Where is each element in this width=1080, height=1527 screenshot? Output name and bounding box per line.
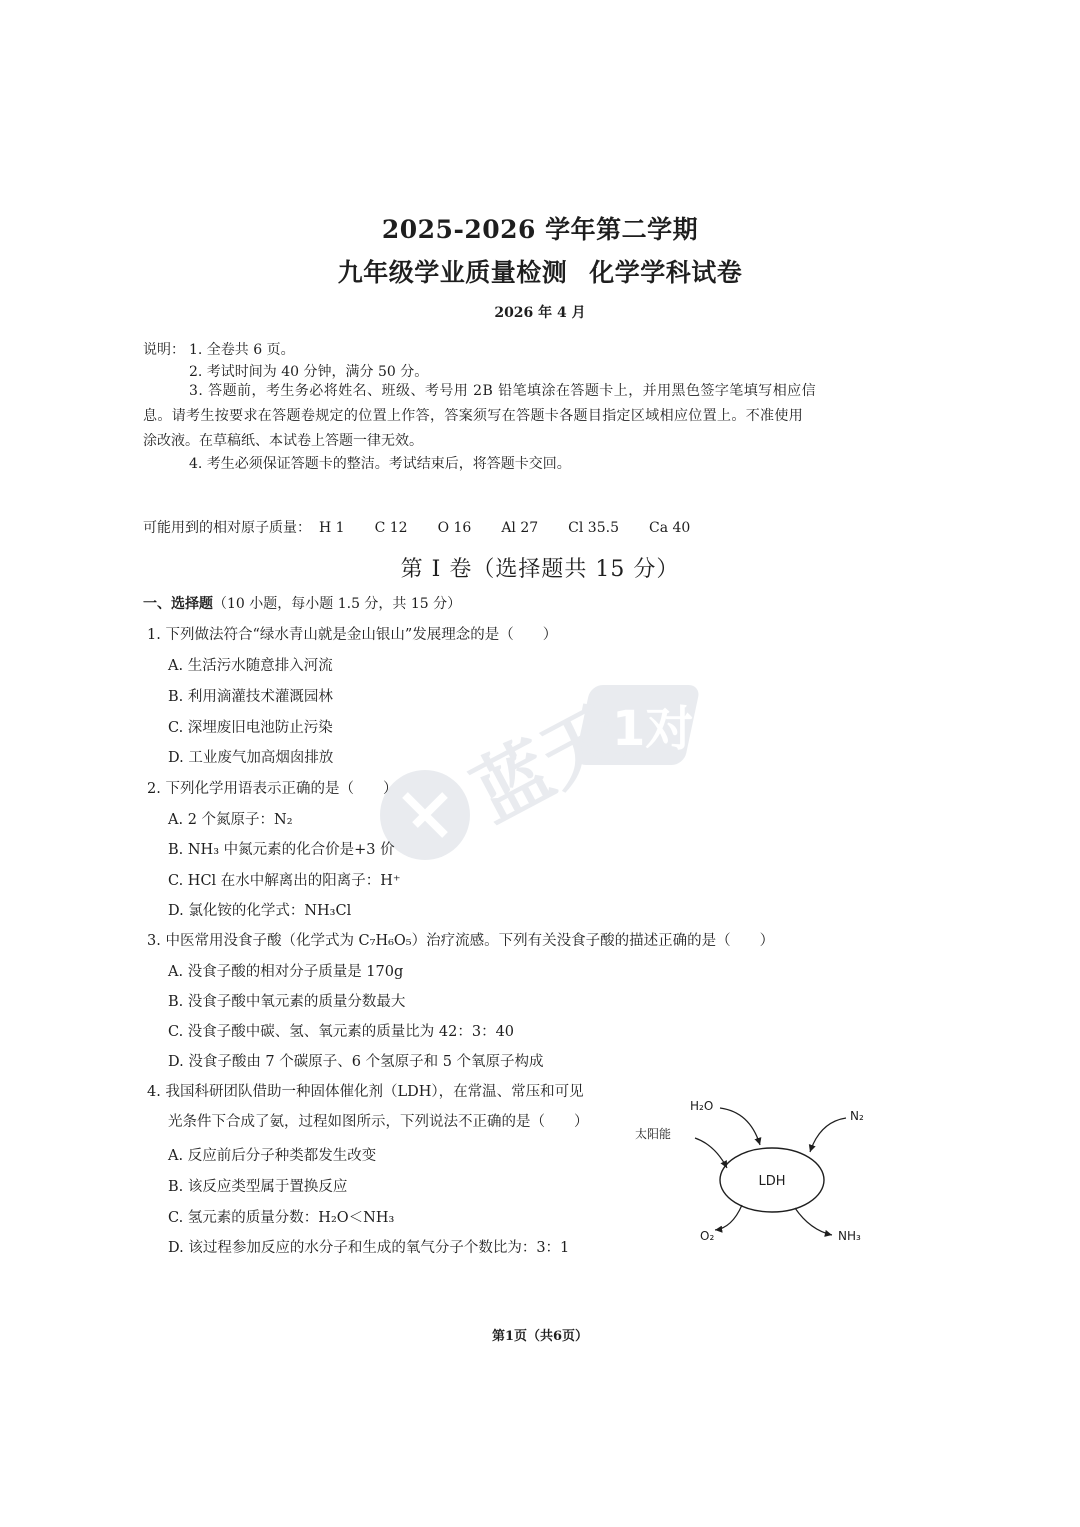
exam-title-line2 xyxy=(0,253,1080,289)
question-option: B. 该反应类型属于置换反应 xyxy=(168,1179,348,1195)
watermark-brand: 蓝天 xyxy=(458,689,635,840)
question-option: C. 深埋废旧电池防止污染 xyxy=(168,720,333,736)
atomic-mass-label: 可能用到的相对原子质量： xyxy=(143,520,311,536)
part-heading xyxy=(143,593,461,613)
input-nitrogen-arrow xyxy=(810,1118,846,1152)
ldh-label: LDH xyxy=(758,1174,786,1189)
instruction-item: 涂改液。在草稿纸、本试卷上答题一律无效。 xyxy=(143,433,423,449)
watermark xyxy=(380,665,727,869)
question-option: A. 2 个氮原子：N₂ xyxy=(168,812,293,828)
atomic-mass-value: C 12 xyxy=(374,520,408,536)
question-stem-1: 1. 下列做法符合“绿水青山就是金山银山”发展理念的是（ ） xyxy=(147,627,558,643)
question-option: C. 氢元素的质量分数：H₂O＜NH₃ xyxy=(168,1210,395,1226)
question-option: A. 反应前后分子种类都发生改变 xyxy=(168,1148,377,1164)
input-solar-label: 太阳能 xyxy=(635,1127,672,1141)
output-ammonia-arrow xyxy=(795,1208,832,1235)
question-option: B. 利用滴灌技术灌溉园林 xyxy=(168,689,333,705)
question-option: B. NH₃ 中氮元素的化合价是+3 价 xyxy=(168,842,395,858)
atomic-mass-value: Cl 35.5 xyxy=(568,520,619,536)
ldh-reaction-diagram xyxy=(620,1090,890,1260)
atomic-mass-value: Ca 40 xyxy=(648,520,691,536)
question-stem-4: 4. 我国科研团队借助一种固体催化剂（LDH），在常温、常压和可见 xyxy=(147,1084,584,1100)
instruction-item: 3. 答题前，考生务必将姓名、班级、考号用 2B 铅笔填涂在答题卡上，并用黑色签字笔填写相应信 xyxy=(189,383,817,399)
question-option: A. 没食子酸的相对分子质量是 170g xyxy=(168,964,404,980)
part-label: 一、选择题 xyxy=(143,596,213,612)
exam-date: 2026 年 4 月 xyxy=(494,305,586,321)
instructions-prefix: 说明： xyxy=(143,342,185,358)
question-option: D. 没食子酸由 7 个碳原子、6 个氢原子和 5 个氧原子构成 xyxy=(168,1054,544,1070)
exam-title-subject: 化学学科试卷 xyxy=(589,258,743,287)
question-option: C. HCl 在水中解离出的阳离子：H⁺ xyxy=(168,873,401,889)
instruction-item: 4. 考生必须保证答题卡的整洁。考试结束后，将答题卡交回。 xyxy=(189,456,571,472)
page-footer: 第1页（共6页） xyxy=(491,1329,589,1344)
input-water-label: H₂O xyxy=(690,1099,714,1113)
input-nitrogen-label: N₂ xyxy=(850,1109,864,1123)
output-oxygen-label: O₂ xyxy=(700,1229,715,1243)
exam-title-grade: 九年级学业质量检测 xyxy=(337,258,568,287)
part-description: （10 小题，每小题 1.5 分，共 15 分） xyxy=(213,596,462,612)
question-stem-4-continued: 光条件下合成了氨，过程如图所示，下列说法不正确的是（ ） xyxy=(168,1114,589,1130)
question-option: D. 氯化铵的化学式：NH₃Cl xyxy=(168,903,352,919)
exam-title-line1: 2025-2026 学年第二学期 xyxy=(381,215,699,244)
instruction-item: 息。请考生按要求在答题卷规定的位置上作答，答案须写在答题卡各题目指定区域相应位置上。不准使用 xyxy=(143,408,804,424)
instruction-item: 1. 全卷共 6 页。 xyxy=(189,342,295,358)
input-water-arrow xyxy=(720,1108,760,1145)
atomic-mass-line xyxy=(143,517,720,537)
watermark-badge: 1对1 xyxy=(612,701,727,757)
section-title: 第 I 卷（选择题共 15 分） xyxy=(400,557,680,582)
question-option: A. 生活污水随意排入河流 xyxy=(168,658,333,674)
atomic-mass-value: H 1 xyxy=(319,520,345,536)
watermark-logo-icon xyxy=(380,665,727,865)
question-option: D. 工业废气加高烟囱排放 xyxy=(168,750,334,766)
output-ammonia-label: NH₃ xyxy=(838,1229,861,1243)
question-option: B. 没食子酸中氧元素的质量分数最大 xyxy=(168,994,406,1010)
output-oxygen-arrow xyxy=(715,1205,742,1230)
question-option: C. 没食子酸中碳、氢、氧元素的质量比为 42：3：40 xyxy=(168,1024,515,1040)
atomic-mass-value: O 16 xyxy=(437,520,472,536)
question-stem-2: 2. 下列化学用语表示正确的是（ ） xyxy=(147,781,398,797)
input-solar-arrow xyxy=(695,1138,727,1168)
question-stem-3: 3. 中医常用没食子酸（化学式为 C₇H₆O₅）治疗流感。下列有关没食子酸的描述正确的是（ ） xyxy=(147,933,775,949)
question-option: D. 该过程参加反应的水分子和生成的氧气分子个数比为：3：1 xyxy=(168,1240,570,1256)
instruction-item: 2. 考试时间为 40 分钟，满分 50 分。 xyxy=(189,364,429,380)
atomic-mass-value: Al 27 xyxy=(501,520,539,536)
